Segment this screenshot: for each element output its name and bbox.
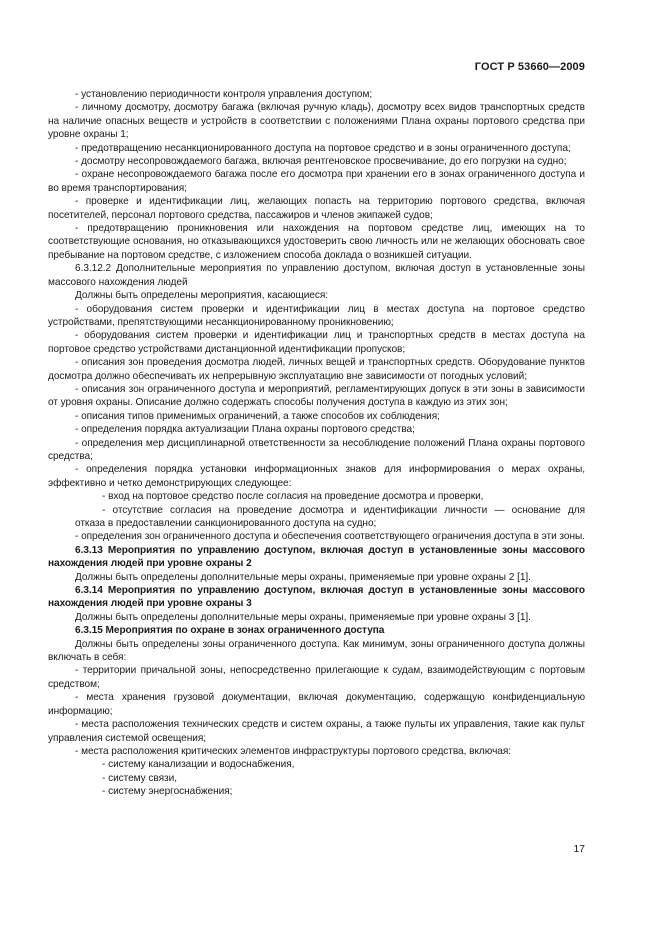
page-number: 17 [573,843,585,855]
paragraph: - определения зон ограниченного доступа и обеспечения соответствующего ограничения доступа в эти зоны. [75,531,585,543]
document-code: ГОСТ Р 53660—2009 [474,61,585,73]
paragraph: - места хранения грузовой документации, включая документацию, содержащую конфиденциальную информацию; [48,692,585,717]
section-heading: 6.3.13 Мероприятия по управлению доступом, включая доступ в установленные зоны массового нахождения людей при уровне охраны 2 [48,544,585,570]
document-body [48,88,585,799]
section-heading: 6.3.15 Мероприятия по охране в зонах ограниченного доступа [75,625,385,637]
paragraph: - описания зон ограниченного доступа и мероприятий, регламентирующих допуск в эти зоны в зависимости от уровня охраны. Описание должно содержать способы получения доступа в каждую из этих зон; [48,383,585,409]
paragraph: Должны быть определены дополнительные меры охраны, применяемые при уровне охраны 3 [1]. [75,611,531,623]
sub-list-item: - отсутствие согласия на проведение досмотра и идентификации личности — основание для [102,504,585,516]
paragraph: - места расположения критических элементов инфраструктуры портового средства, включая: [75,745,512,757]
paragraph: - оборудования систем проверки и идентификации лиц в местах доступа на портовое средство устройствами, препятствующими несанкционированному проникновению; [48,303,585,328]
paragraph: - досмотру несопровождаемого багажа, включая рентгеновское просвечивание, до его погрузки на судно; [75,156,567,168]
sub-list-item-continuation: отказа в предоставлении санкционированного доступа на судно; [75,518,377,529]
paragraph: - предотвращению проникновения или нахождения на портовом средстве лиц, имеющих на то соответствующие основания, но отказывающихся удостоверить свою личность или не желающих обосновать свое пребывание на портовом средстве, с изложением способа доклада о возникшей ситуации. [48,223,585,261]
section-heading: 6.3.14 Мероприятия по управлению доступом, включая доступ в установленные зоны массового нахождения людей при уровне охраны 3 [48,585,585,610]
paragraph: Должны быть определены мероприятия, касающиеся: [75,290,329,302]
paragraph: - установлению периодичности контроля управления доступом; [75,89,373,100]
paragraph: - описания типов применимых ограничений, а также способов их соблюдения; [75,410,440,422]
sub-list-item: - систему канализации и водоснабжения, [102,759,295,771]
paragraph: - определения порядка установки информационных знаков для информирования о мерах охраны, эффективно и четко демонстрирующих следующее: [48,464,585,489]
paragraph: - определения порядка актуализации Плана охраны портового средства; [75,424,415,436]
paragraph: - охране несопровождаемого багажа после его досмотра при хранении его в зонах ограниченного доступа и во время транспортирования; [48,169,585,194]
paragraph: - оборудования систем проверки и идентификации лиц и транспортных средств в местах доступа на портовое средство устройствами дистанционной идентификации пропусков; [48,330,585,355]
section-heading: 6.3.12.2 Дополнительные мероприятия по управлению доступом, включая доступ в установленные зоны массового нахождения людей [48,263,585,288]
paragraph: - территории причальной зоны, непосредственно прилегающие к судам, взаимодействующим с портовым средством; [48,665,585,690]
paragraph: - описания зон проведения досмотра людей, личных вещей и транспортных средств. Оборудование пунктов досмотра должно обеспечивать их непрерывную эксплуатацию вне зависимости от погодных условий; [48,357,585,382]
paragraph: - личному досмотру, досмотру багажа (включая ручную кладь), досмотру всех видов транспортных средств на наличие опасных веществ и устройств в соответствии с положениями Плана охраны портового средства при уровне охраны 1; [48,102,585,141]
paragraph: Должны быть определены дополнительные меры охраны, применяемые при уровне охраны 2 [1]. [75,571,531,583]
paragraph: Должны быть определены зоны ограниченного доступа. Как минимум, зоны ограниченного доступа должны включать в себя: [48,638,585,664]
sub-list-item: - вход на портовое средство после согласия на проведение досмотра и проверки, [102,491,484,503]
paragraph: - проверке и идентификации лиц, желающих попасть на территорию портового средства, включая посетителей, персонал портового средства, пассажиров и членов экипажей судов; [48,196,585,221]
paragraph: - предотвращению несанкционированного доступа на портовое средство и в зоны ограниченного доступа; [75,142,571,154]
paragraph: - определения мер дисциплинарной ответственности за несоблюдение положений Плана охраны портового средства; [48,437,585,462]
paragraph: - места расположения технических средств и систем охраны, а также пульты их управления, такие как пульт управления системой освещения; [48,719,585,744]
sub-list-item: - систему энергоснабжения; [102,786,233,798]
sub-list-item: - систему связи, [102,772,177,784]
